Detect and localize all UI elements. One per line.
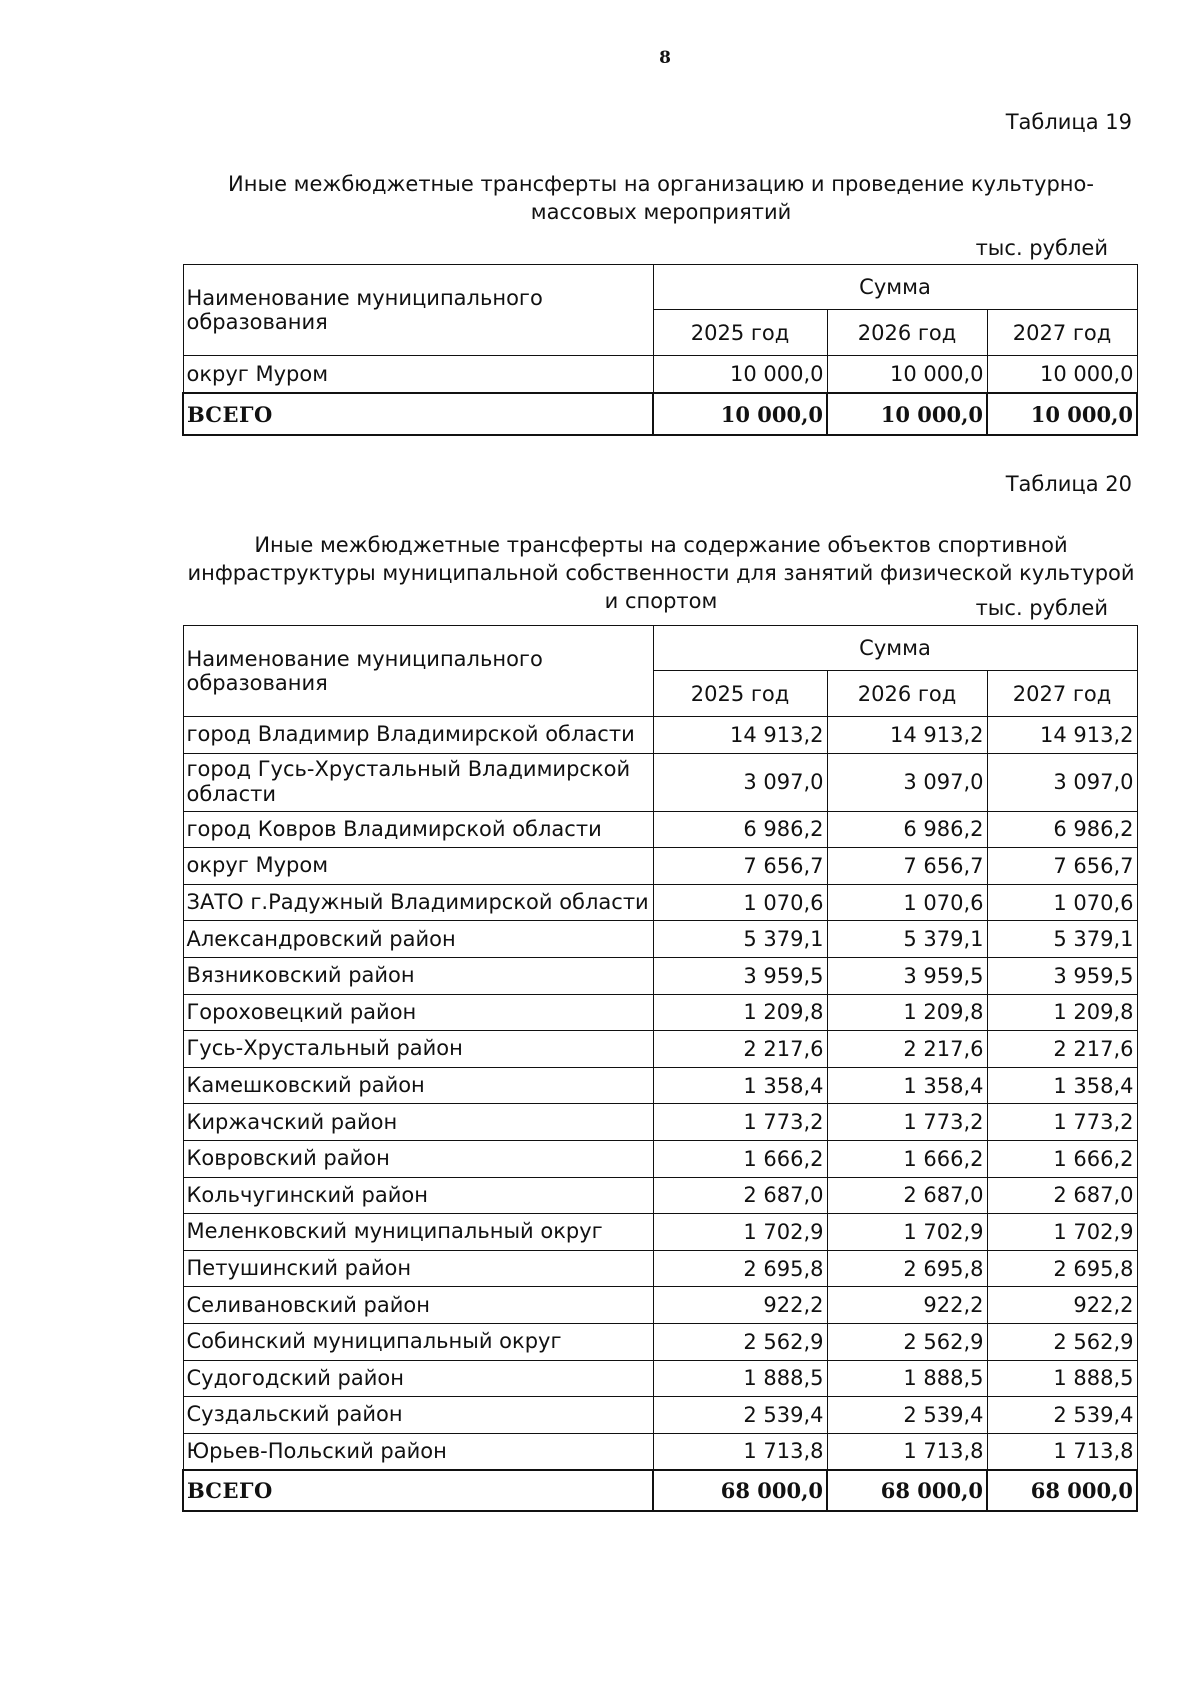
table-row: [183, 848, 1137, 885]
row-value: 1 702,9: [987, 1214, 1137, 1251]
row-value: 1 358,4: [653, 1067, 827, 1104]
header-year: 2027 год: [987, 310, 1137, 356]
row-value: 3 097,0: [987, 753, 1137, 811]
header-sum: Сумма: [653, 626, 1137, 671]
row-value: 1 702,9: [827, 1214, 987, 1251]
row-value: 10 000,0: [653, 356, 827, 394]
header-year: 2025 год: [653, 310, 827, 356]
table-row: [183, 1250, 1137, 1287]
table-20-title: Иные межбюджетные трансферты на содержание объектов спортивной инфраструктуры муниципальной собственности для занятий физической культурой и спортом: [187, 533, 1135, 613]
row-value: 2 695,8: [653, 1250, 827, 1287]
header-name: Наименование муниципального образования: [183, 626, 653, 717]
row-value: 1 713,8: [653, 1433, 827, 1470]
total-value: 10 000,0: [653, 393, 827, 435]
row-name: Ковровский район: [183, 1140, 653, 1177]
row-value: 1 713,8: [987, 1433, 1137, 1470]
row-value: 14 913,2: [987, 717, 1137, 754]
table-19-label: Таблица 19: [1005, 110, 1132, 134]
row-value: 10 000,0: [827, 356, 987, 394]
header-name: Наименование муниципального образования: [183, 265, 653, 356]
row-value: 1 773,2: [987, 1104, 1137, 1141]
table-row: [183, 921, 1137, 958]
row-value: 2 539,4: [987, 1397, 1137, 1434]
row-value: 2 217,6: [987, 1031, 1137, 1068]
total-value: 68 000,0: [653, 1470, 827, 1511]
row-value: 5 379,1: [653, 921, 827, 958]
table-row: [183, 1397, 1137, 1434]
table-row: [183, 1031, 1137, 1068]
row-value: 922,2: [987, 1287, 1137, 1324]
row-value: 2 562,9: [653, 1323, 827, 1360]
row-value: 1 666,2: [827, 1140, 987, 1177]
header-year: 2026 год: [827, 310, 987, 356]
header-year: 2027 год: [987, 671, 1137, 717]
row-name: Киржачский район: [183, 1104, 653, 1141]
row-value: 1 070,6: [827, 884, 987, 921]
row-value: 2 695,8: [987, 1250, 1137, 1287]
table-row: [183, 1433, 1137, 1470]
table-row: [183, 811, 1137, 848]
row-name: ЗАТО г.Радужный Владимирской области: [183, 884, 653, 921]
table-19-units: тыс. рублей: [975, 236, 1108, 260]
row-value: 14 913,2: [653, 717, 827, 754]
row-name: Собинский муниципальный округ: [183, 1323, 653, 1360]
row-value: 5 379,1: [827, 921, 987, 958]
header-year: 2026 год: [827, 671, 987, 717]
total-label: ВСЕГО: [183, 393, 653, 435]
table-row: [183, 1287, 1137, 1324]
table-row: [183, 356, 1137, 394]
row-value: 1 358,4: [987, 1067, 1137, 1104]
total-value: 68 000,0: [827, 1470, 987, 1511]
row-value: 1 773,2: [827, 1104, 987, 1141]
table-row: [183, 1067, 1137, 1104]
row-name: город Владимир Владимирской области: [183, 717, 653, 754]
table-row: [183, 1360, 1137, 1397]
row-name: Камешковский район: [183, 1067, 653, 1104]
row-name: Юрьев-Польский район: [183, 1433, 653, 1470]
table-row: [183, 957, 1137, 994]
row-name: округ Муром: [183, 356, 653, 394]
row-value: 1 070,6: [987, 884, 1137, 921]
row-value: 1 888,5: [653, 1360, 827, 1397]
row-value: 6 986,2: [987, 811, 1137, 848]
row-name: Гороховецкий район: [183, 994, 653, 1031]
row-value: 1 713,8: [827, 1433, 987, 1470]
row-name: Кольчугинский район: [183, 1177, 653, 1214]
row-value: 1 209,8: [987, 994, 1137, 1031]
table-row: [183, 717, 1137, 754]
row-name: Суздальский район: [183, 1397, 653, 1434]
row-name: Селивановский район: [183, 1287, 653, 1324]
row-value: 922,2: [827, 1287, 987, 1324]
row-value: 2 687,0: [987, 1177, 1137, 1214]
row-value: 3 097,0: [827, 753, 987, 811]
table-row: [183, 753, 1137, 811]
row-value: 14 913,2: [827, 717, 987, 754]
row-value: 10 000,0: [987, 356, 1137, 394]
total-value: 10 000,0: [987, 393, 1137, 435]
row-value: 1 070,6: [653, 884, 827, 921]
row-value: 3 097,0: [653, 753, 827, 811]
table-row: [183, 1104, 1137, 1141]
row-value: 2 562,9: [987, 1323, 1137, 1360]
total-value: 10 000,0: [827, 393, 987, 435]
row-value: 5 379,1: [987, 921, 1137, 958]
row-name: город Ковров Владимирской области: [183, 811, 653, 848]
row-value: 2 562,9: [827, 1323, 987, 1360]
row-value: 2 539,4: [827, 1397, 987, 1434]
table-19: [182, 264, 1138, 436]
total-label: ВСЕГО: [183, 1470, 653, 1511]
row-name: округ Муром: [183, 848, 653, 885]
row-value: 2 695,8: [827, 1250, 987, 1287]
table-row: [183, 1140, 1137, 1177]
row-value: 1 209,8: [653, 994, 827, 1031]
row-value: 7 656,7: [987, 848, 1137, 885]
row-value: 7 656,7: [827, 848, 987, 885]
row-value: 1 888,5: [987, 1360, 1137, 1397]
table-row: [183, 1177, 1137, 1214]
row-value: 1 888,5: [827, 1360, 987, 1397]
row-name: Вязниковский район: [183, 957, 653, 994]
total-value: 68 000,0: [987, 1470, 1137, 1511]
row-value: 1 702,9: [653, 1214, 827, 1251]
row-name: Александровский район: [183, 921, 653, 958]
row-value: 3 959,5: [653, 957, 827, 994]
row-value: 1 773,2: [653, 1104, 827, 1141]
table-row: [183, 1214, 1137, 1251]
table-row: [183, 994, 1137, 1031]
row-name: Меленковский муниципальный округ: [183, 1214, 653, 1251]
row-value: 7 656,7: [653, 848, 827, 885]
total-row: [183, 393, 1137, 435]
row-name: Гусь-Хрустальный район: [183, 1031, 653, 1068]
table-row: [183, 1323, 1137, 1360]
table-20-units: тыс. рублей: [975, 596, 1108, 620]
row-name: город Гусь-Хрустальный Владимирской области: [183, 753, 653, 811]
table-20-label: Таблица 20: [1005, 472, 1132, 496]
row-value: 6 986,2: [827, 811, 987, 848]
row-value: 2 687,0: [653, 1177, 827, 1214]
row-name: Петушинский район: [183, 1250, 653, 1287]
row-value: 1 666,2: [987, 1140, 1137, 1177]
row-value: 6 986,2: [653, 811, 827, 848]
header-sum: Сумма: [653, 265, 1137, 310]
page-number: 8: [659, 48, 671, 68]
table-row: [183, 884, 1137, 921]
row-value: 2 539,4: [653, 1397, 827, 1434]
row-value: 1 666,2: [653, 1140, 827, 1177]
row-value: 2 217,6: [653, 1031, 827, 1068]
row-value: 3 959,5: [827, 957, 987, 994]
row-name: Судогодский район: [183, 1360, 653, 1397]
row-value: 2 687,0: [827, 1177, 987, 1214]
total-row: [183, 1470, 1137, 1511]
row-value: 1 358,4: [827, 1067, 987, 1104]
row-value: 2 217,6: [827, 1031, 987, 1068]
table-20: [182, 625, 1138, 1512]
row-value: 922,2: [653, 1287, 827, 1324]
row-value: 1 209,8: [827, 994, 987, 1031]
table-19-title: Иные межбюджетные трансферты на организацию и проведение культурно-массовых мероприятий: [228, 172, 1094, 224]
row-value: 3 959,5: [987, 957, 1137, 994]
header-year: 2025 год: [653, 671, 827, 717]
